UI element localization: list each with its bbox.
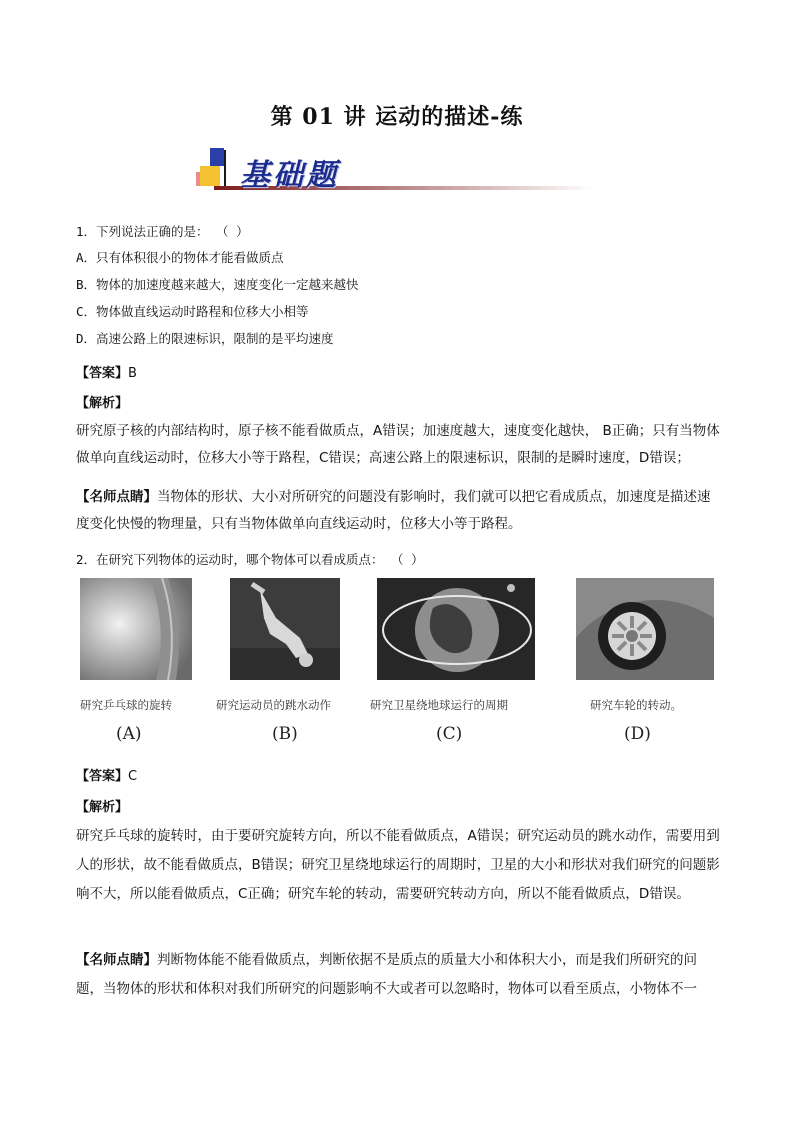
tip-text: 判断物体能不能看做质点，判断依据不是质点的质量大小和体积大小，而是我们所研究的问题，当物体的形状和体积对我们所研究的问题影响不大或者可以忽略时，物体可以看至质点，小物体不一 [76, 952, 697, 997]
label-c: (C) [436, 724, 463, 744]
q2-analysis-label: 【解析】 [76, 800, 129, 815]
diver-image [230, 578, 340, 680]
q1-tip [76, 484, 722, 538]
earth-satellite-image [377, 578, 535, 680]
ping-pong-image [80, 578, 192, 680]
tip-text: 当物体的形状、大小对所研究的问题没有影响时，我们就可以把它看成质点，加速度是描述速度变化快慢的物理量，只有当物体做单向直线运动时，位移大小等于路程。 [76, 489, 711, 532]
q1-analysis: 研究原子核的内部结构时，原子核不能看做质点，A错误；加速度越大，速度变化越快， B正确；只有当物体做单向直线运动时，位移大小等于路程，C错误；高速公路上的限速标识，限制的是瞬时速度，D错误； [76, 423, 720, 466]
q1-option-d: D．高速公路上的限速标识，限制的是平均速度 [76, 331, 334, 346]
q2-analysis: 研究乒乓球的旋转时，由于要研究旋转方向，所以不能看做质点，A错误；研究运动员的跳水动作，需要用到人的形状，故不能看做质点，B错误；研究卫星绕地球运行的周期时，卫星的大小和形状对我们研究的问题影响不大，所以能看做质点，C正确；研究车轮的转动，需要研究转动方向，所以不能看做质点，D错误。 [76, 828, 720, 902]
caption-c: 研究卫星绕地球运行的周期 [370, 698, 508, 712]
car-wheel-illustration [576, 578, 714, 680]
earth-satellite-illustration [377, 578, 535, 680]
answer-value: C [128, 769, 138, 784]
q1-option-c: C．物体做直线运动时路程和位移大小相等 [76, 304, 309, 319]
q1-answer [76, 362, 137, 381]
caption-a: 研究乒乓球的旋转 [80, 698, 172, 712]
caption-b: 研究运动员的跳水动作 [216, 698, 331, 712]
q2-stem: 2．在研究下列物体的运动时，哪个物体可以看成质点： （ ） [76, 552, 424, 567]
q2-tip [76, 946, 722, 1004]
answer-value: B [128, 366, 137, 381]
car-wheel-image [576, 578, 714, 680]
tip-label: 【名师点睛】 [76, 489, 157, 505]
q1-analysis-label: 【解析】 [76, 396, 129, 411]
banner-decoration [210, 148, 224, 166]
answer-label: 【答案】 [76, 769, 129, 784]
banner-decoration [200, 166, 220, 186]
page-title: 第 01 讲 运动的描述-练 [270, 104, 524, 130]
q1-option-a: A．只有体积很小的物体才能看做质点 [76, 250, 284, 265]
q2-answer [76, 765, 137, 784]
caption-d: 研究车轮的转动。 [590, 698, 682, 712]
label-a: (A) [116, 724, 142, 744]
answer-label: 【答案】 [76, 366, 129, 381]
label-b: (B) [272, 724, 298, 744]
q1-stem: 1．下列说法正确的是： （ ） [76, 224, 249, 239]
q1-option-b: B．物体的加速度越来越大，速度变化一定越来越快 [76, 277, 359, 292]
ping-pong-illustration [80, 578, 192, 680]
banner-divider [224, 150, 226, 190]
section-banner [196, 146, 596, 192]
section-title: 基础题 [240, 158, 339, 193]
label-d: (D) [624, 724, 651, 744]
tip-label: 【名师点睛】 [76, 952, 157, 968]
diver-illustration [230, 578, 340, 680]
